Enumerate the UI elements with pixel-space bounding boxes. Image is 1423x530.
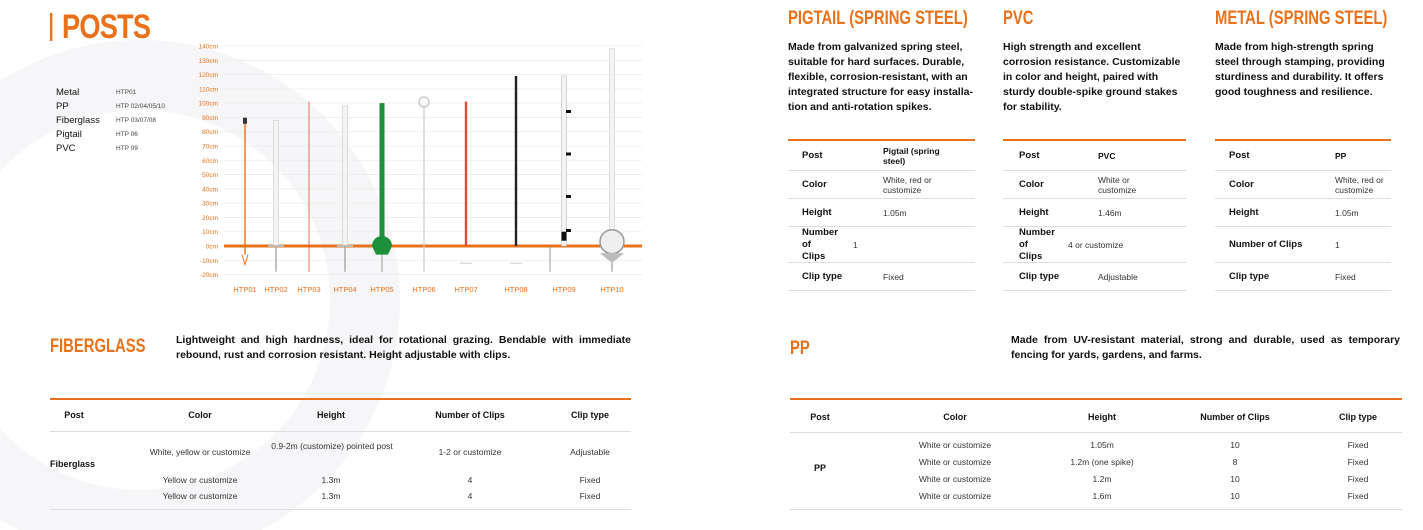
col-header-clips: Number of Clips <box>1200 412 1270 422</box>
table-bottom-divider <box>50 509 631 510</box>
legend-row <box>56 114 165 128</box>
cell-height: 1.3m <box>321 491 341 501</box>
spec-row <box>788 227 975 263</box>
spec-value: 1.46m <box>1098 207 1122 218</box>
metal-title: METAL (SPRING STEEL) <box>1215 8 1388 29</box>
x-label-htp04: HTP04 <box>333 285 357 294</box>
y-tick-label: 0cm <box>205 243 218 251</box>
cell-clip-type: Fixed <box>579 475 601 485</box>
col-header-height: Height <box>317 410 345 420</box>
spec-key: Clip type <box>1019 270 1060 282</box>
spec-row <box>1003 141 1186 171</box>
spec-row <box>788 171 975 199</box>
spec-row <box>788 199 975 227</box>
y-tick-label: 10cm <box>202 229 218 237</box>
pvc-description: High strength and excellent corrosion resistance. Customizable in color and height, paired with sturdy double-spike ground stakes for stability. <box>1003 41 1181 113</box>
pvc-spec-table <box>1003 141 1186 291</box>
spec-key: Post <box>1229 149 1250 161</box>
legend-codes: HTP 06 <box>116 131 138 138</box>
y-tick-label: 130cm <box>198 57 218 65</box>
spec-row <box>1215 263 1391 291</box>
y-tick-label: 70cm <box>202 143 218 151</box>
spec-row <box>788 141 975 171</box>
cell-height: 1.05m <box>1090 440 1114 450</box>
y-tick-label: -20cm <box>199 272 218 280</box>
legend-codes: HTP 09 <box>116 145 138 152</box>
cell-color: White or customize <box>918 440 992 450</box>
cell-color: White or customize <box>918 491 992 501</box>
y-tick-label: 120cm <box>198 72 218 80</box>
title-bar <box>50 13 52 41</box>
post-HTP02 <box>274 120 279 246</box>
cell-clips: 4 <box>467 475 473 485</box>
post-HTP05 <box>380 103 385 246</box>
y-tick-label: 100cm <box>198 100 218 108</box>
pigtail-title: PIGTAIL (SPRING STEEL) <box>788 8 968 29</box>
spec-row <box>1003 263 1186 291</box>
cell-clip-type: Adjustable <box>570 447 610 457</box>
spec-key: Post <box>1019 149 1040 161</box>
post-foot <box>600 253 624 263</box>
spec-row <box>1003 199 1186 227</box>
y-tick-label: 30cm <box>202 200 218 208</box>
legend-material: Metal <box>56 87 80 98</box>
pp-description: Made from UV-resistant material, strong and durable, used as temporary fencing for yards, gardens, and farms. <box>1011 334 1400 361</box>
spec-value: White or customize <box>1098 174 1137 195</box>
spec-row <box>1003 171 1186 199</box>
col-header-color: Color <box>188 410 212 420</box>
legend-codes: HTP01 <box>116 89 137 96</box>
x-label-htp01: HTP01 <box>233 285 257 294</box>
spec-row <box>1215 199 1391 227</box>
post-HTP07 <box>465 102 467 246</box>
post-HTP04 <box>343 106 348 246</box>
x-label-htp03: HTP03 <box>297 285 321 294</box>
cell-clip-type: Fixed <box>1347 474 1369 484</box>
metal-spec-table <box>1215 141 1391 291</box>
cell-color: White or customize <box>918 474 992 484</box>
cell-clip-type: Fixed <box>1347 440 1369 450</box>
spec-value: Pigtail (spring steel) <box>883 145 940 166</box>
spec-value: Adjustable <box>1098 271 1138 282</box>
pigtail-description: Made from galvanized spring steel, suitable for hard surfaces. Durable, flexible, corrosion-resistant, with an integrated structure for easy installa- tion and anti-rotation spikes. <box>788 41 973 113</box>
cell-clip-type: Fixed <box>1347 491 1369 501</box>
spec-value: 1.05m <box>1335 207 1359 218</box>
spec-row <box>1215 227 1391 263</box>
y-tick-label: 80cm <box>202 129 218 137</box>
cell-color: White, yellow or customize <box>149 447 251 457</box>
y-tick-label: -10cm <box>199 257 218 265</box>
spec-value: White, red or customize <box>1335 174 1384 195</box>
legend-row <box>56 128 165 142</box>
legend-row <box>56 86 165 100</box>
spec-key: Clip type <box>802 270 843 282</box>
spec-value: Fixed <box>1335 271 1356 282</box>
spec-key: Number of Clips <box>1019 226 1055 262</box>
spec-key: Height <box>802 206 832 218</box>
post-HTP10 <box>610 49 615 246</box>
x-label-htp08: HTP08 <box>504 285 528 294</box>
cell-height: 0.9-2m (customize) pointed post <box>271 441 393 451</box>
post-clip <box>566 153 571 156</box>
fiberglass-title: FIBERGLASS <box>50 336 146 357</box>
post-clip <box>566 195 571 198</box>
legend-codes: HTP 02/04/05/10 <box>116 103 166 110</box>
spec-key: Number of Clips <box>802 226 838 262</box>
post-HTP08 <box>515 76 517 246</box>
spec-value: Fixed <box>883 271 904 282</box>
post-height-chart <box>180 36 645 302</box>
spec-key: Color <box>1019 178 1044 190</box>
spec-value: PVC <box>1098 150 1116 161</box>
spec-key: Number of Clips <box>1229 238 1303 250</box>
post-clip <box>566 110 571 113</box>
pigtail-spec-table <box>788 141 975 291</box>
spec-value: 1 <box>853 239 858 250</box>
post-step-plate <box>372 236 392 255</box>
post-pigtail-loop <box>419 97 429 107</box>
pp-title: PP <box>790 338 810 359</box>
cell-clips: 10 <box>1230 440 1240 450</box>
spec-value: 4 or customize <box>1068 239 1124 250</box>
spec-value: White, red or customize <box>883 174 932 195</box>
cell-height: 1.3m <box>321 475 341 485</box>
col-header-color: Color <box>943 412 967 422</box>
table-bottom-divider <box>790 509 1402 510</box>
post-name: Fiberglass <box>50 459 96 469</box>
cell-clips: 8 <box>1232 457 1238 467</box>
spec-key: Height <box>1019 206 1049 218</box>
y-tick-label: 140cm <box>198 43 218 51</box>
post-name: PP <box>813 463 826 473</box>
pvc-title: PVC <box>1003 8 1034 29</box>
cell-height: 1.2m <box>1092 474 1112 484</box>
post-base-ring <box>600 230 624 254</box>
fiberglass-description: Lightweight and high hardness, ideal for rotational grazing. Bendable with immediate rebound, rust and corrosion resistant. Height adjustable with clips. <box>176 334 631 361</box>
spec-key: Height <box>1229 206 1259 218</box>
cell-height: 1.6m <box>1092 491 1112 501</box>
chart-grid <box>224 46 642 275</box>
post-clip <box>566 229 571 232</box>
spec-row <box>788 263 975 291</box>
y-tick-label: 110cm <box>198 86 218 94</box>
legend-codes: HTP 03/07/08 <box>116 117 156 124</box>
cell-color: Yellow or customize <box>162 475 238 485</box>
header-divider <box>50 431 631 432</box>
x-label-htp07: HTP07 <box>454 285 478 294</box>
y-tick-label: 60cm <box>202 157 218 165</box>
legend-material: PP <box>56 101 69 112</box>
y-tick-label: 50cm <box>202 172 218 180</box>
col-header-height: Height <box>1088 412 1116 422</box>
spec-key: Clip type <box>1229 270 1270 282</box>
cell-clips: 4 <box>467 491 473 501</box>
spec-row <box>1215 171 1391 199</box>
cell-clips: 10 <box>1230 474 1240 484</box>
col-header-clip-type: Clip type <box>570 410 609 420</box>
post-base <box>562 232 567 241</box>
legend-material: Fiberglass <box>56 115 100 126</box>
spec-key: Color <box>802 178 827 190</box>
cell-color: White or customize <box>918 457 992 467</box>
col-header-clip-type: Clip type <box>1338 412 1377 422</box>
material-legend <box>56 86 165 156</box>
x-label-htp10: HTP10 <box>600 285 624 294</box>
x-label-htp05: HTP05 <box>370 285 394 294</box>
x-label-htp06: HTP06 <box>412 285 436 294</box>
fiberglass-table <box>50 400 631 510</box>
spec-row <box>1003 227 1186 263</box>
post-HTP09 <box>562 76 567 246</box>
x-label-htp02: HTP02 <box>264 285 288 294</box>
header-divider <box>790 432 1402 433</box>
y-tick-label: 90cm <box>202 114 218 122</box>
spec-value: 1.05m <box>883 207 907 218</box>
cell-clip-type: Fixed <box>1347 457 1369 467</box>
cell-clips: 1-2 or customize <box>438 447 502 457</box>
cell-clip-type: Fixed <box>579 491 601 501</box>
page-title <box>50 8 150 47</box>
legend-material: Pigtail <box>56 129 82 140</box>
legend-row <box>56 100 165 114</box>
spec-key: Color <box>1229 178 1254 190</box>
cell-color: Yellow or customize <box>162 491 238 501</box>
cell-height: 1.2m (one spike) <box>1070 457 1134 467</box>
spec-value: 1 <box>1335 239 1340 250</box>
y-tick-label: 40cm <box>202 186 218 194</box>
col-header-post: Post <box>810 412 830 422</box>
x-axis-labels <box>233 285 623 294</box>
cell-clips: 10 <box>1230 491 1240 501</box>
y-tick-label: 20cm <box>202 214 218 222</box>
spec-value: PP <box>1335 150 1347 161</box>
metal-description: Made from high-strength spring steel through stamping, providing sturdiness and durability. It offers good toughness and resilience. <box>1215 41 1385 98</box>
legend-material: PVC <box>56 143 76 154</box>
post-spike <box>242 255 248 265</box>
x-label-htp09: HTP09 <box>552 285 576 294</box>
y-axis-ticks <box>198 44 218 280</box>
legend-row <box>56 142 165 156</box>
post-clip <box>243 118 247 124</box>
spec-key: Post <box>802 149 823 161</box>
col-header-clips: Number of Clips <box>435 410 505 420</box>
page-title-text: POSTS <box>62 8 151 46</box>
col-header-post: Post <box>64 410 84 420</box>
spec-row <box>1215 141 1391 171</box>
pp-table <box>790 400 1402 510</box>
